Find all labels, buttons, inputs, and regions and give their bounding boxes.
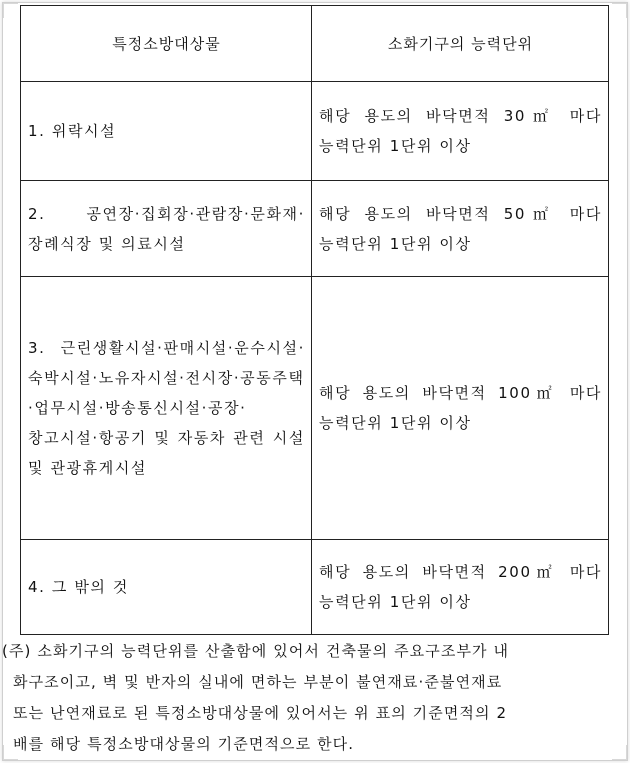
frame-corner xyxy=(612,3,627,18)
target-cell xyxy=(21,540,312,635)
frame-corner xyxy=(3,3,18,18)
table-row xyxy=(21,181,609,277)
fire-extinguisher-capacity-table xyxy=(20,5,609,635)
table-row xyxy=(21,540,609,635)
header-target: 특정소방대상물 xyxy=(21,6,312,82)
target-text: 2. 공연장·집회장·관람장·문화재·장례식장 및 의료시설 xyxy=(28,204,305,253)
capacity-text: 해당 용도의 바닥면적 30㎡ 마다 능력단위 1단위 이상 xyxy=(319,107,602,155)
target-cell xyxy=(21,181,312,277)
capacity-text: 해당 용도의 바닥면적 50㎡ 마다 능력단위 1단위 이상 xyxy=(319,204,602,253)
header-capacity: 소화기구의 능력단위 xyxy=(312,6,609,82)
target-cell xyxy=(21,82,312,181)
capacity-cell xyxy=(312,277,609,540)
table-header-row xyxy=(21,6,609,82)
footnote-line: 화구조이고, 벽 및 반자의 실내에 면하는 부분이 불연재료·준불연재료 xyxy=(13,673,503,691)
capacity-cell xyxy=(312,82,609,181)
target-text: 3. 근린생활시설·판매시설·운수시설·숙박시설·노유자시설·전시장·공동주택·업무시설·방송통신시설·공장·창고시설·항공기 및 자동차 관련 시설 및 관광휴게시설 xyxy=(28,339,305,477)
table-row xyxy=(21,82,609,181)
footnote xyxy=(2,636,622,760)
table-row xyxy=(21,277,609,540)
capacity-text: 해당 용도의 바닥면적 200㎡ 마다 능력단위 1단위 이상 xyxy=(319,563,602,611)
target-cell xyxy=(21,277,312,540)
target-text: 4. 그 밖의 것 xyxy=(28,578,129,596)
capacity-text: 해당 용도의 바닥면적 100㎡ 마다 능력단위 1단위 이상 xyxy=(319,384,602,432)
capacity-cell xyxy=(312,540,609,635)
capacity-cell xyxy=(312,181,609,277)
footnote-line: 배를 해당 특정소방대상물의 기준면적으로 한다. xyxy=(13,735,355,753)
target-text: 1. 위락시설 xyxy=(28,122,117,140)
footnote-line: (주) 소화기구의 능력단위를 산출함에 있어서 건축물의 주요구조부가 내 xyxy=(2,642,510,660)
footnote-line: 또는 난연재료로 된 특정소방대상물에 있어서는 위 표의 기준면적의 2 xyxy=(13,704,508,722)
